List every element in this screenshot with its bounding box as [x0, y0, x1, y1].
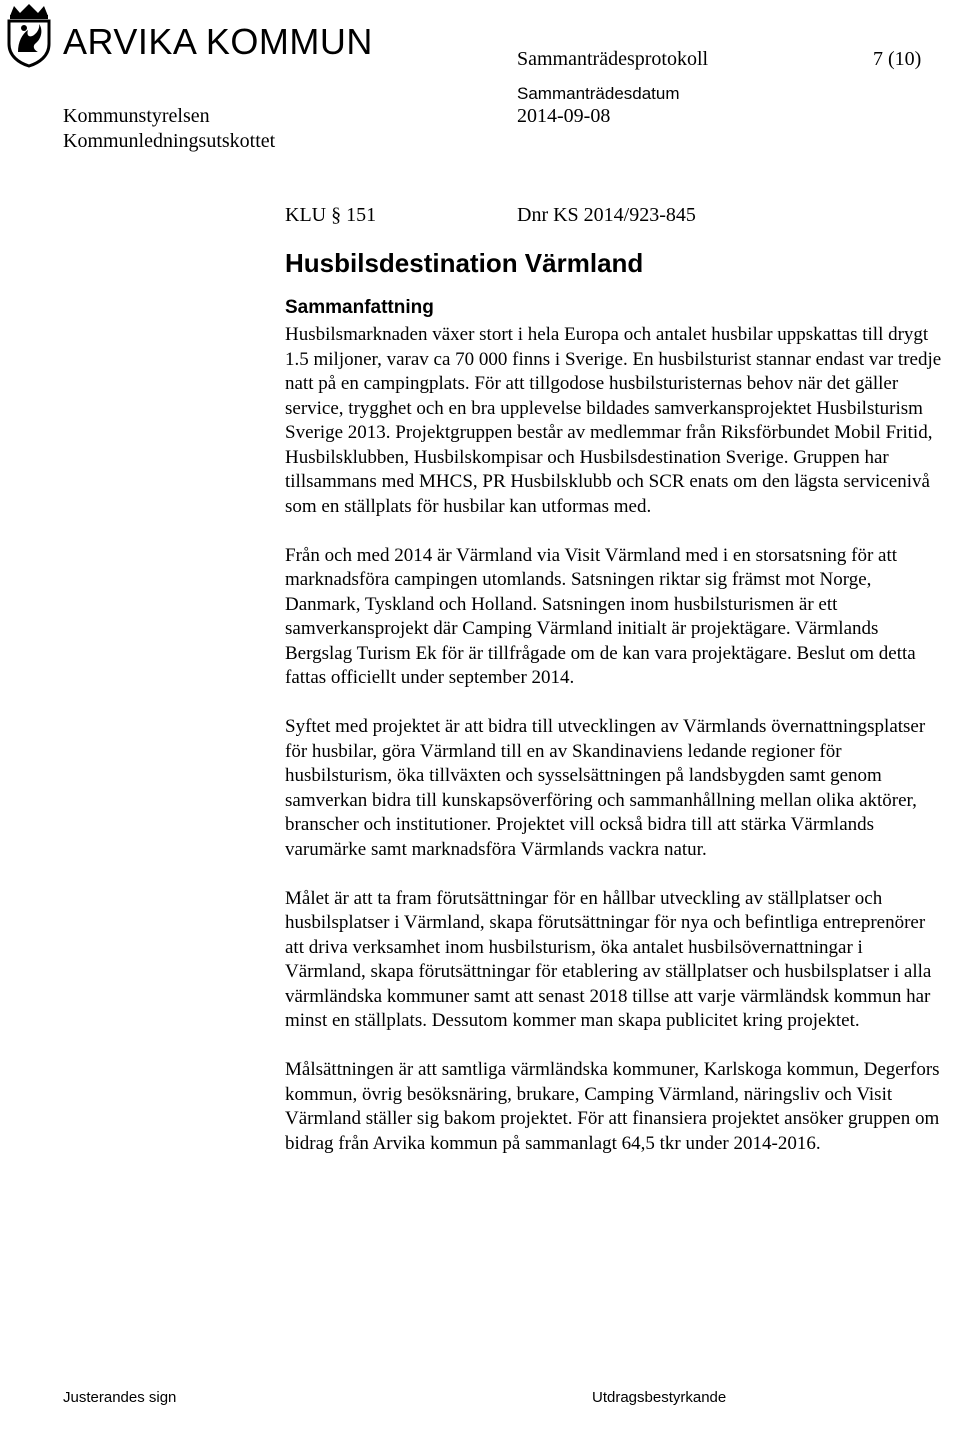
summary-body: [285, 323, 945, 1156]
summary-heading: Sammanfattning: [285, 297, 434, 318]
page-number: 7 (10): [873, 48, 922, 70]
paragraph: Målet är att ta fram förutsättningar för en hållbar utveckling av ställplatser och husbilsplatser i Värmland, skapa förutsättningar för nya och befintliga entreprenörer att driva verksamhet inom husbilsturism, öka antalet husbilsövernattningar i Värmland, skapa förutsättningar för etablering av ställplatser och husbilsplatser i alla värmländska kommuner samt att senast 2018 tillse att varje värmländsk kommun har minst en ställplats. Dessutom kommer man skapa publicitet kring projektet.: [285, 887, 932, 1031]
paragraph: Syftet med projektet är att bidra till utvecklingen av Värmlands övernattningsplatser för husbilar, göra Värmland till en av Skandinaviens ledande regioner för husbilsturism, öka tillväxten och sysselsättningen på landsbygden samt genom samverkan bidra till kunskapsöverföring och sammanhållning mellan olika aktörer, branscher och institutioner. Projektet vill också bidra till att stärka Värmlands varumärke samt marknadsföra Värmlands vackra natur.: [285, 716, 926, 860]
signature-label: Justerandes sign: [63, 1389, 177, 1406]
case-title: Husbilsdestination Värmland: [285, 248, 644, 278]
diary-number: Dnr KS 2014/923-845: [517, 204, 696, 226]
paragraph: Husbilsmarknaden växer stort i hela Europa och antalet husbilar uppskattas till drygt 1.5 miljoner, varav ca 70 000 finns i Sverige. En husbilsturist stannar endast var tredje natt på en campingplats. För att tillgodose husbilsturisternas behov när det gäller service, trygghet och en bra upplevelse bildades samverkansprojektet Husbilsturism Sverige 2013. Projektgruppen består av medlemmar från Riksförbundet Mobil Fritid, Husbilsklubben, Husbilskompisar och Husbilsdestination Sverige. Gruppen har tillsammans med MHCS, PR Husbilsklubb och SCR enats om den lägsta servicenivå som en ställplats för husbilar kan utformas med.: [285, 324, 942, 517]
body-name: Kommunstyrelsen: [63, 105, 210, 127]
municipal-coat-of-arms-logo: [4, 2, 54, 68]
meeting-date: 2014-09-08: [517, 105, 611, 127]
section-number: KLU § 151: [285, 204, 377, 226]
paragraph: Från och med 2014 är Värmland via Visit Värmland med i en storsatsning för att marknadsföra campingen utomlands. Satsningen riktar sig främst mot Norge, Danmark, Tyskland och Holland. Satsningen inom husbilsturismen är ett samverkansprojekt där Camping Värmland initialt är projektägare. Värmlands Bergslag Turism Ek för är tillfrågade om de kan vara projektägare. Beslut om detta fattas officiellt under september 2014.: [285, 544, 916, 688]
paragraph: Målsättningen är att samtliga värmländska kommuner, Karlskoga kommun, Degerfors kommun, övrig besöksnäring, brukare, Camping Värmland, näringsliv och Visit Värmland ställer sig bakom projektet. För att finansiera projektet ansöker gruppen om bidrag från Arvika kommun på sammanlagt 64,5 tkr under 2014-2016.: [285, 1059, 940, 1154]
organization-name: ARVIKA KOMMUN: [63, 21, 373, 62]
committee-name: Kommunledningsutskottet: [63, 130, 276, 152]
document-type: Sammanträdesprotokoll: [517, 48, 709, 70]
meeting-date-label: Sammanträdesdatum: [517, 84, 680, 103]
extract-certification-label: Utdragsbestyrkande: [592, 1389, 727, 1406]
